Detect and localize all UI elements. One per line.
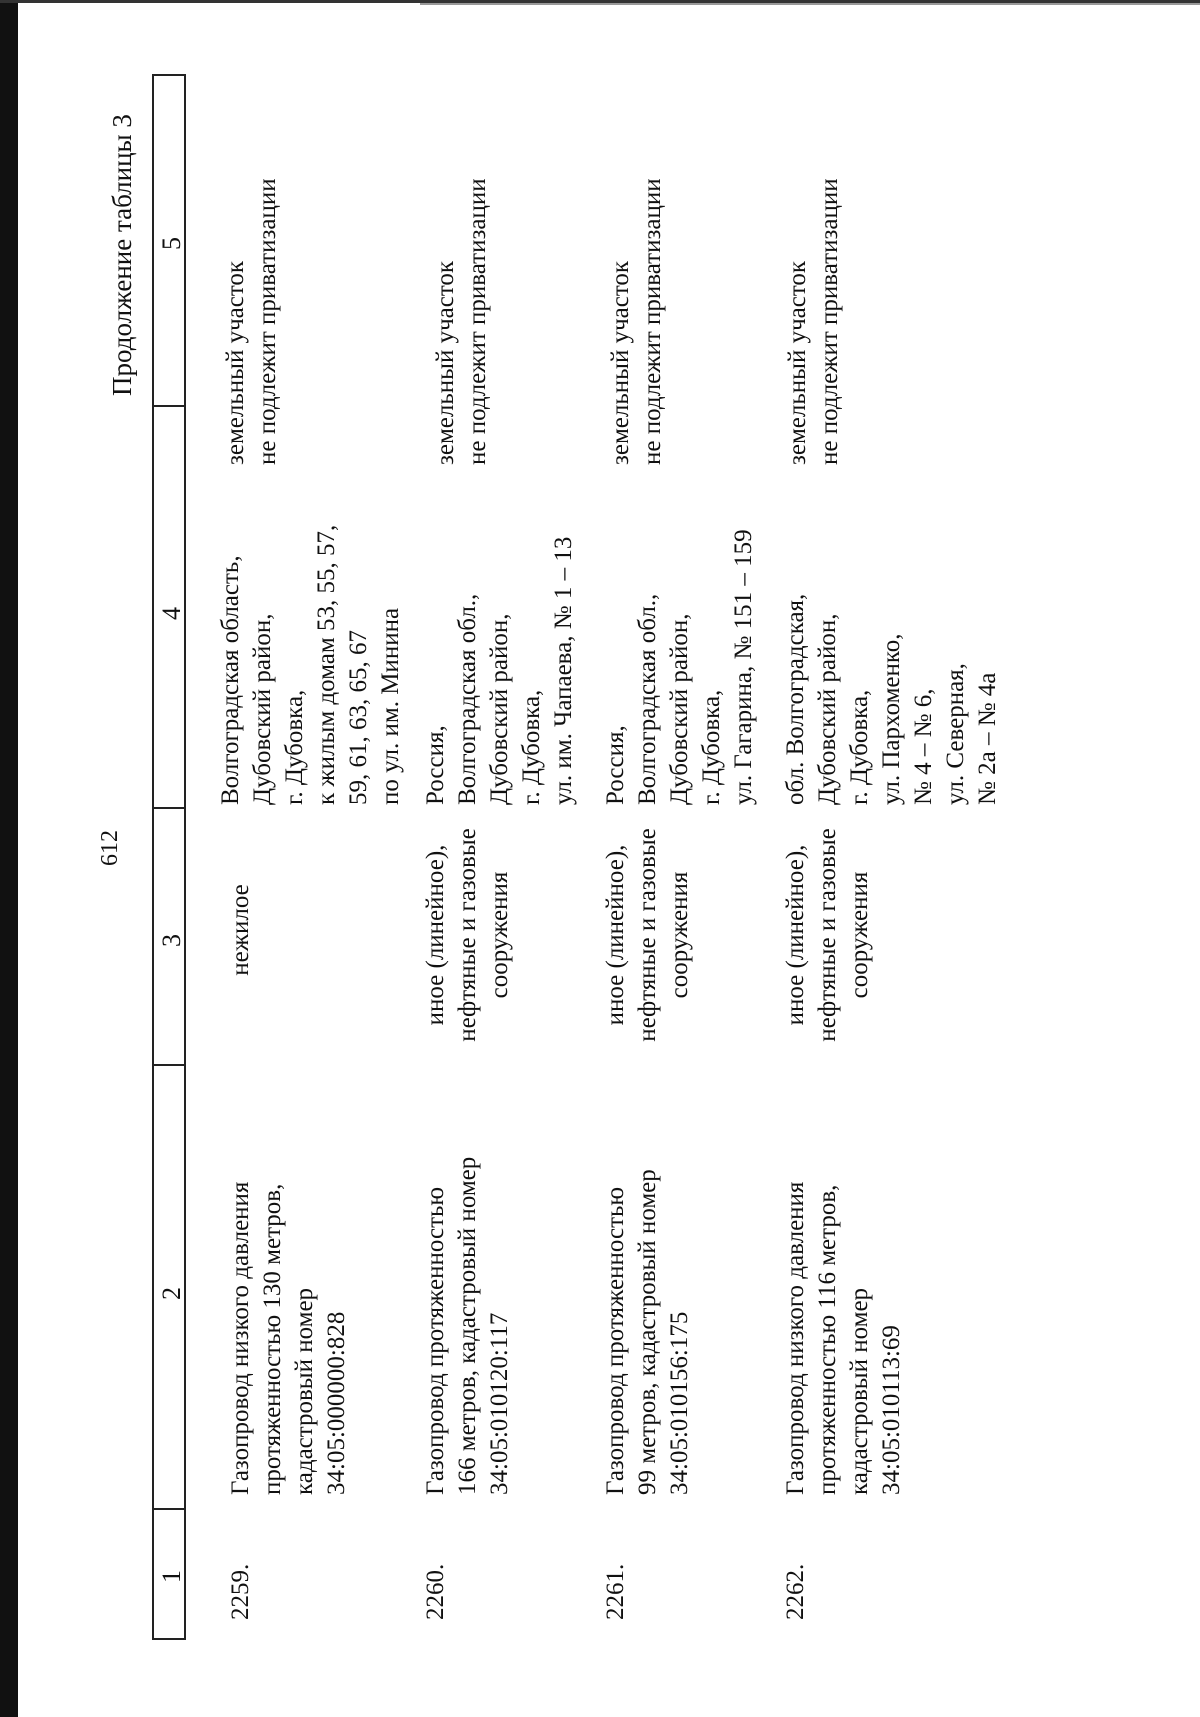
- scan-border-top-faint: [420, 3, 1200, 5]
- object-address: обл. Волгоградская, Дубовский район, г. Дубовка, ул. Пархоменко, № 4 – № 6, ул. Северная, № 2а – № 4а: [782, 593, 1001, 805]
- object-address: Россия, Волгоградская обл., Дубовский район, г. Дубовка, ул. им. Чапаева, № 1 – 13: [422, 536, 577, 805]
- header-col-2: 2: [157, 1287, 186, 1300]
- object-purpose: нежилое: [227, 884, 254, 976]
- object-note: земельный участок не подлежит приватизации: [432, 178, 491, 465]
- object-purpose: иное (линейное), нефтяные и газовые сооружения: [782, 828, 873, 1042]
- object-name: Газопровод протяженностью 99 метров, кадастровый номер 34:05:010156:175: [602, 1169, 693, 1495]
- object-purpose: иное (линейное), нефтяные и газовые сооружения: [602, 828, 693, 1042]
- header-col-3: 3: [157, 934, 186, 947]
- scan-border: [0, 0, 18, 1717]
- header-col-5: 5: [157, 237, 186, 250]
- object-address: Россия, Волгоградская обл., Дубовский район, г. Дубовка, ул. Гагарина, № 151 – 159: [602, 529, 757, 805]
- header-col-1: 1: [157, 1570, 186, 1583]
- page-number: 612: [97, 830, 123, 866]
- row-number: 2262.: [782, 1563, 809, 1620]
- row-number: 2261.: [602, 1563, 629, 1620]
- object-address: Волгоградская область, Дубовский район, г. Дубовка, к жилым домам 53, 55, 57, 59, 61, 63, 65, 67 по ул. им. Минина: [217, 524, 404, 805]
- object-name: Газопровод низкого давления протяженностью 116 метров, кадастровый номер 34:05:010113:69: [782, 1181, 905, 1495]
- row-number: 2260.: [422, 1563, 449, 1620]
- object-name: Газопровод протяженностью 166 метров, кадастровый номер 34:05:010120:117: [422, 1156, 513, 1495]
- continuation-label: Продолжение таблицы 3: [107, 114, 137, 396]
- object-note: земельный участок не подлежит приватизации: [784, 178, 843, 465]
- object-purpose: иное (линейное), нефтяные и газовые сооружения: [422, 828, 513, 1042]
- object-name: Газопровод низкого давления протяженностью 130 метров, кадастровый номер 34:05:000000:828: [227, 1181, 350, 1495]
- object-note: земельный участок не подлежит приватизации: [607, 178, 666, 465]
- row-number: 2259.: [227, 1563, 254, 1620]
- object-note: земельный участок не подлежит приватизации: [222, 178, 281, 465]
- header-col-4: 4: [157, 607, 186, 620]
